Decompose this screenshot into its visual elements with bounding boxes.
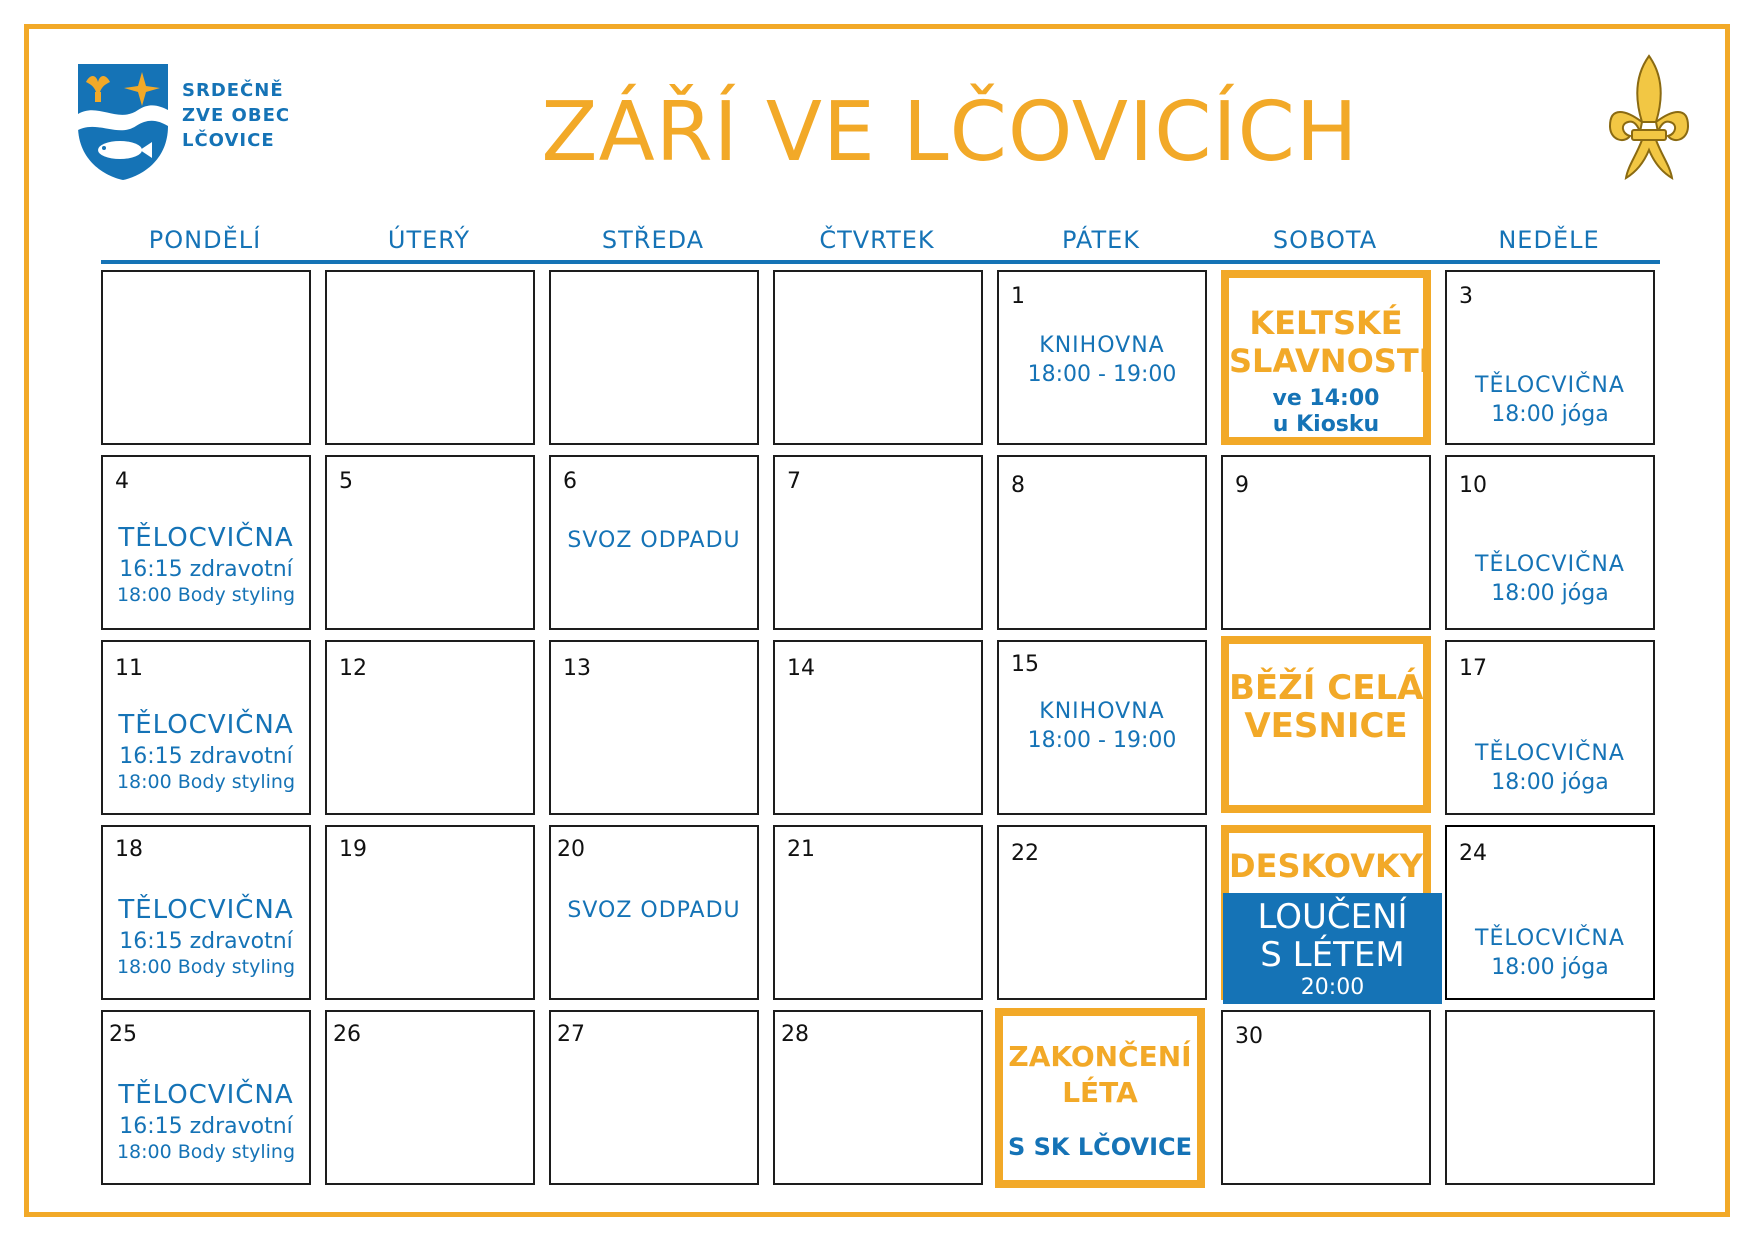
tagline-line-3: LČOVICE (182, 130, 275, 151)
calendar-cell-day-30 (1221, 1010, 1431, 1185)
event-title-line-2: SLAVNOSTI (1229, 342, 1431, 380)
village-coat-of-arms-icon (78, 64, 168, 180)
event-title: TĚLOCVIČNA (118, 1080, 294, 1110)
day-number: 26 (333, 1022, 361, 1047)
event-detail-2: 18:00 Body styling (116, 1141, 296, 1163)
calendar-cell-day-29-highlight (995, 1008, 1205, 1188)
day-number: 17 (1459, 656, 1487, 681)
weekday-thursday: ČTVRTEK (819, 226, 935, 254)
weekday-saturday: SOBOTA (1272, 226, 1378, 254)
tagline-line-1: SRDEČNĚ (182, 80, 284, 101)
fleur-de-lis-icon (1606, 52, 1692, 188)
page-title: ZÁŘÍ VE LČOVICÍCH (541, 85, 1359, 180)
day-number: 21 (787, 837, 815, 862)
event-title-line-1: BĚŽÍ CELÁ (1229, 668, 1424, 708)
event-title: TĚLOCVIČNA (1475, 926, 1625, 951)
calendar-cell-day-21 (773, 825, 983, 1000)
calendar-cell-empty (549, 270, 759, 445)
day-number: 8 (1011, 473, 1025, 498)
day-number: 20 (557, 837, 585, 862)
event-detail-2: 18:00 Body styling (116, 584, 296, 606)
event-detail-1: 16:15 zdravotní (119, 1114, 293, 1139)
day-number: 4 (115, 469, 129, 494)
event-title: TĚLOCVIČNA (118, 895, 294, 925)
day-number: 30 (1235, 1024, 1263, 1049)
event-detail: 18:00 jóga (1491, 581, 1609, 606)
banner-time: 20:00 (1300, 975, 1365, 1000)
calendar-cell-day-5 (325, 455, 535, 630)
weekday-rule (101, 260, 1660, 264)
event-title-line-1: ZAKONČENÍ (1008, 1040, 1192, 1073)
event-title-line-1: KELTSKÉ (1249, 304, 1403, 342)
event-detail-1: 16:15 zdravotní (119, 557, 293, 582)
tagline-line-2: ZVE OBEC (182, 105, 291, 126)
calendar-cell-day-28 (773, 1010, 983, 1185)
village-tagline (182, 78, 290, 153)
event-detail: S SK LČOVICE (1007, 1133, 1193, 1161)
calendar-cell-day-19 (325, 825, 535, 1000)
calendar-cell-day-15 (997, 640, 1207, 815)
event-title: TĚLOCVIČNA (118, 523, 294, 553)
day-number: 27 (557, 1022, 585, 1047)
event-title: KNIHOVNA (1039, 699, 1165, 724)
event-detail-1: 16:15 zdravotní (119, 929, 293, 954)
calendar-cell-day-26 (325, 1010, 535, 1185)
calendar-cell-day-9 (1221, 455, 1431, 630)
calendar-cell-day-12 (325, 640, 535, 815)
day-number: 7 (787, 469, 801, 494)
banner-line-2: S LÉTEM (1260, 935, 1405, 975)
calendar-cell-day-24 (1445, 825, 1655, 1000)
weekday-tuesday: ÚTERÝ (387, 226, 471, 254)
banner-line-1: LOUČENÍ (1257, 897, 1408, 937)
calendar-cell-day-3 (1445, 270, 1655, 445)
calendar-cell-day-20 (549, 825, 759, 1000)
calendar-cell-day-6 (549, 455, 759, 630)
event-detail-2: 18:00 Body styling (116, 771, 296, 793)
day-number: 12 (339, 656, 367, 681)
day-number: 14 (787, 656, 815, 681)
calendar-cell-empty (101, 270, 311, 445)
day-number: 10 (1459, 473, 1487, 498)
event-detail-1: 16:15 zdravotní (119, 744, 293, 769)
day-number: 24 (1459, 841, 1487, 866)
event-title: TĚLOCVIČNA (1475, 741, 1625, 766)
calendar-cell-day-17 (1445, 640, 1655, 815)
calendar-cell-empty (1445, 1010, 1655, 1185)
event-detail: 18:00 jóga (1491, 955, 1609, 980)
day-number: 13 (563, 656, 591, 681)
event-title-line-2: LÉTA (1062, 1076, 1138, 1109)
day-number: 22 (1011, 841, 1039, 866)
calendar-cell-day-25 (101, 1010, 311, 1185)
day-number: 1 (1011, 284, 1025, 309)
calendar-cell-day-7 (773, 455, 983, 630)
calendar-cell-empty (773, 270, 983, 445)
calendar-cell-day-4 (101, 455, 311, 630)
calendar-cell-day-1 (997, 270, 1207, 445)
event-time: ve 14:00 (1272, 386, 1380, 411)
calendar-cell-day-13 (549, 640, 759, 815)
day-number: 9 (1235, 473, 1249, 498)
event-detail: 18:00 jóga (1491, 402, 1609, 427)
event-time: 18:00 - 19:00 (1027, 728, 1177, 753)
event-title: TĚLOCVIČNA (118, 710, 294, 740)
event-detail: 18:00 jóga (1491, 770, 1609, 795)
calendar-cell-day-10 (1445, 455, 1655, 630)
day-number: 18 (115, 837, 143, 862)
calendar-cell-day-14 (773, 640, 983, 815)
weekday-friday: PÁTEK (1061, 226, 1141, 254)
calendar-cell-day-11 (101, 640, 311, 815)
event-title: TĚLOCVIČNA (1475, 373, 1625, 398)
event-detail-2: 18:00 Body styling (116, 956, 296, 978)
event-time: 18:00 - 19:00 (1027, 362, 1177, 387)
calendar-cell-day-27 (549, 1010, 759, 1185)
event-title: KNIHOVNA (1039, 333, 1165, 358)
calendar-cell-day-18 (101, 825, 311, 1000)
calendar-cell-day-22 (997, 825, 1207, 1000)
calendar-cell-day-8 (997, 455, 1207, 630)
day-number: 25 (109, 1022, 137, 1047)
calendar-cell-day-2-highlight (1221, 270, 1431, 445)
event-title: TĚLOCVIČNA (1475, 552, 1625, 577)
day-number: 6 (563, 469, 577, 494)
weekday-wednesday: STŘEDA (601, 226, 705, 254)
weekday-header (100, 222, 1660, 258)
day-number: 11 (115, 656, 143, 681)
day-number: 5 (339, 469, 353, 494)
event-title: SVOZ ODPADU (567, 898, 741, 923)
weekday-monday: PONDĚLÍ (148, 226, 262, 254)
day-number: 15 (1011, 652, 1039, 677)
day-number: 19 (339, 837, 367, 862)
day-number: 3 (1459, 284, 1473, 309)
event-place: u Kiosku (1272, 412, 1380, 437)
weekday-sunday: NEDĚLE (1498, 226, 1600, 254)
event-banner-farewell-summer (1223, 893, 1442, 1004)
day-number: 28 (781, 1022, 809, 1047)
event-title-line-2: VESNICE (1244, 706, 1408, 746)
calendar-cell-day-16-highlight (1221, 636, 1431, 813)
event-title: DESKOVKY (1229, 847, 1423, 885)
event-title: SVOZ ODPADU (567, 528, 741, 553)
calendar-cell-empty (325, 270, 535, 445)
